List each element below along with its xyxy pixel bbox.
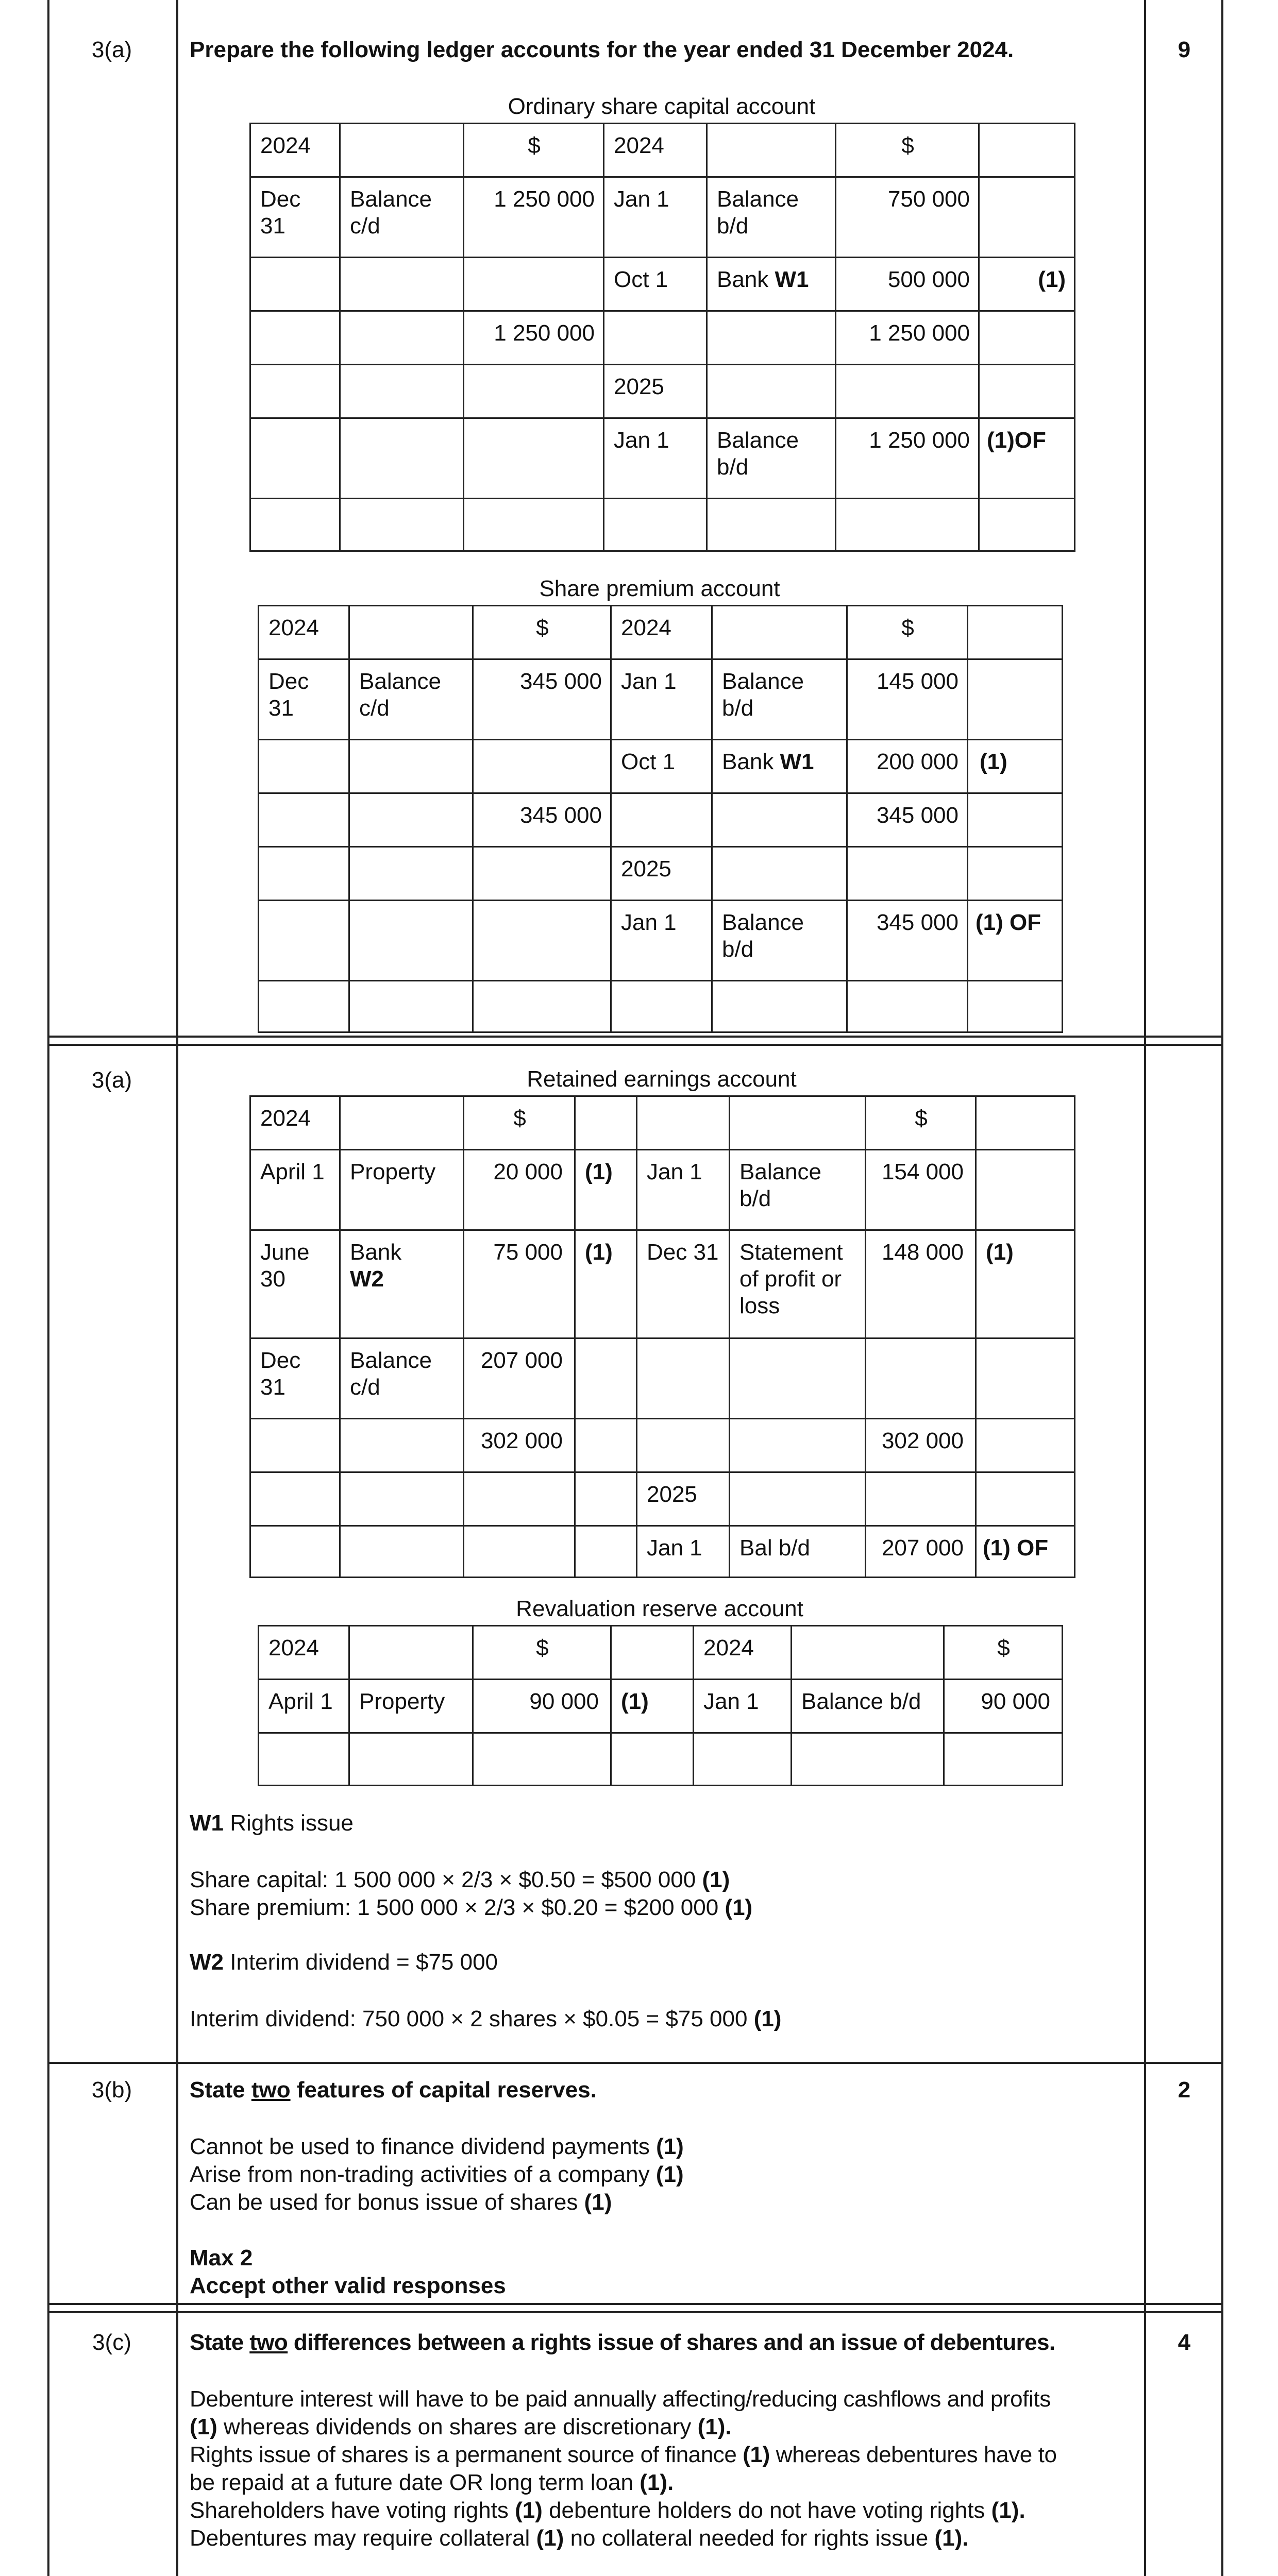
table-row — [250, 1472, 1075, 1526]
table-cell — [259, 981, 349, 1032]
table-row — [250, 1230, 1075, 1338]
table-cell — [349, 1733, 473, 1786]
table-cell: 1 250 000 — [836, 418, 979, 499]
table-cell — [473, 847, 611, 901]
table-cell: Balance b/d — [730, 1150, 866, 1230]
table-cell — [250, 311, 340, 365]
table-cell — [340, 418, 464, 499]
answer-line — [190, 2385, 1051, 2413]
table-cell — [637, 1096, 730, 1150]
table-cell: $ — [866, 1096, 976, 1150]
table-cell — [575, 1338, 637, 1419]
table-row — [259, 1733, 1063, 1786]
table-cell — [712, 606, 847, 659]
table-row — [259, 793, 1063, 847]
table-cell — [349, 606, 473, 659]
table-cell: 345 000 — [473, 659, 611, 740]
table-cell — [464, 499, 604, 551]
table-cell — [464, 365, 604, 418]
table-cell — [349, 847, 473, 901]
section-divider — [47, 2062, 1223, 2064]
working-label: W2 — [190, 1950, 224, 1975]
table-cell — [340, 365, 464, 418]
table-cell: 2025 — [611, 847, 712, 901]
question-number: 3(b) — [91, 2077, 132, 2103]
table-row — [250, 177, 1075, 258]
answer-text: Debenture interest will have to be paid annually affecting/reducing cashflows and profits — [190, 2386, 1051, 2412]
answer-line — [190, 2133, 684, 2161]
table-cell — [349, 793, 473, 847]
table-cell — [968, 981, 1063, 1032]
working-label: W1 — [190, 1810, 224, 1836]
working-2-heading — [190, 1948, 498, 1976]
mark-text: (1) — [753, 2006, 782, 2031]
answer-text: debenture holders do not have voting rights — [549, 2498, 985, 2523]
table-cell: 2024 — [259, 1626, 349, 1680]
table-cell: Jan 1 — [637, 1150, 730, 1230]
table-row — [250, 311, 1075, 365]
answer-text: Rights issue of shares is a permanent source of finance — [190, 2442, 737, 2467]
table-cell — [944, 1733, 1063, 1786]
table-cell — [611, 793, 712, 847]
table-cell — [836, 365, 979, 418]
answer-line — [190, 2413, 732, 2441]
ordinary-share-capital-title: Ordinary share capital account — [508, 94, 816, 119]
table-row — [250, 499, 1075, 551]
question-number: 3(a) — [91, 37, 132, 62]
table-cell: Oct 1 — [604, 258, 707, 311]
table-cell: Dec 31 — [250, 177, 340, 258]
table-row — [250, 1150, 1075, 1230]
table-cell — [259, 793, 349, 847]
mark-text: (1) — [656, 2134, 684, 2159]
table-cell: Balance b/d — [792, 1680, 944, 1733]
answer-line — [190, 2441, 1057, 2469]
table-cell — [340, 1526, 464, 1578]
mark-text: (1) — [584, 2190, 612, 2215]
mark-cell: (1) — [575, 1230, 637, 1338]
working-text: Interim dividend: 750 000 × 2 shares × $0.05 = $75 000 — [190, 2006, 748, 2031]
table-row — [250, 1419, 1075, 1472]
heading-text: features of capital reserves. — [296, 2077, 597, 2103]
table-cell: Jan 1 — [694, 1680, 792, 1733]
table-cell — [349, 740, 473, 793]
mark-cell: (1) — [976, 1230, 1075, 1338]
marks-column-divider — [1144, 0, 1146, 2576]
table-cell: 2024 — [250, 124, 340, 177]
table-cell: $ — [464, 124, 604, 177]
mark-cell: (1) — [979, 258, 1075, 311]
table-cell — [575, 1419, 637, 1472]
table-row — [250, 418, 1075, 499]
table-row — [250, 124, 1075, 177]
table-cell: 750 000 — [836, 177, 979, 258]
table-cell: 2025 — [637, 1472, 730, 1526]
table-cell — [968, 793, 1063, 847]
table-cell: $ — [847, 606, 968, 659]
table-row — [259, 981, 1063, 1032]
table-cell: Property — [340, 1150, 464, 1230]
table-cell — [637, 1419, 730, 1472]
retained-earnings-title: Retained earnings account — [527, 1066, 797, 1092]
working-1-line — [190, 1894, 752, 1922]
answer-line — [190, 2189, 612, 2216]
table-cell — [637, 1338, 730, 1419]
table-cell — [968, 847, 1063, 901]
table-cell — [259, 847, 349, 901]
table-cell: Jan 1 — [611, 901, 712, 981]
answer-text: Debentures may require collateral — [190, 2526, 530, 2551]
table-row — [250, 365, 1075, 418]
table-cell — [712, 793, 847, 847]
working-title: Interim dividend = $75 000 — [230, 1950, 498, 1975]
mark-text: (1) — [515, 2498, 543, 2523]
table-row — [259, 659, 1063, 740]
table-row — [259, 606, 1063, 659]
table-cell — [250, 1472, 340, 1526]
working-text: Share capital: 1 500 000 × 2/3 × $0.50 = $500 000 — [190, 1867, 696, 1892]
table-cell — [836, 499, 979, 551]
detail-text: Bank — [722, 749, 774, 774]
table-cell: $ — [836, 124, 979, 177]
table-cell — [712, 847, 847, 901]
detail-text: Bank — [350, 1240, 402, 1265]
table-cell — [976, 1150, 1075, 1230]
table-cell: 2024 — [611, 606, 712, 659]
answer-text: Shareholders have voting rights — [190, 2498, 509, 2523]
table-cell — [340, 311, 464, 365]
table-cell: 90 000 — [473, 1680, 611, 1733]
table-cell — [259, 901, 349, 981]
section-divider — [47, 2303, 1223, 2305]
heading-emphasis: two — [251, 2077, 291, 2103]
mark-text: (1). — [991, 2498, 1025, 2523]
table-cell — [349, 981, 473, 1032]
table-cell: 200 000 — [847, 740, 968, 793]
table-cell: Jan 1 — [611, 659, 712, 740]
table-cell — [611, 1733, 694, 1786]
table-cell — [979, 177, 1075, 258]
table-cell — [730, 1096, 866, 1150]
table-cell: 345 000 — [847, 793, 968, 847]
table-cell: Balance c/d — [340, 177, 464, 258]
table-cell — [473, 981, 611, 1032]
table-cell — [250, 258, 340, 311]
mark-text: (1). — [640, 2470, 674, 2495]
mark-cell: (1) — [611, 1680, 694, 1733]
table-cell — [259, 1733, 349, 1786]
table-cell — [968, 659, 1063, 740]
table-cell — [792, 1733, 944, 1786]
table-cell: Balance c/d — [349, 659, 473, 740]
table-cell: 500 000 — [836, 258, 979, 311]
table-cell — [473, 901, 611, 981]
table-row — [250, 258, 1075, 311]
table-cell — [707, 365, 836, 418]
question-heading — [190, 2076, 597, 2104]
table-cell — [340, 1419, 464, 1472]
answer-line — [190, 2161, 684, 2189]
table-cell — [979, 124, 1075, 177]
table-cell — [866, 1338, 976, 1419]
mark-cell: (1)OF — [979, 418, 1075, 499]
section-divider — [47, 2311, 1223, 2313]
accept-note: Accept other valid responses — [190, 2273, 506, 2298]
table-cell: Statement of profit or loss — [730, 1230, 866, 1338]
table-cell — [340, 1096, 464, 1150]
table-cell: 90 000 — [944, 1680, 1063, 1733]
question-column-divider — [176, 0, 178, 2576]
working-text: Share premium: 1 500 000 × 2/3 × $0.20 = $200 000 — [190, 1895, 719, 1920]
mark-cell: (1) OF — [976, 1526, 1075, 1578]
table-cell: $ — [464, 1096, 575, 1150]
table-cell — [604, 311, 707, 365]
table-cell — [464, 418, 604, 499]
table-cell — [250, 499, 340, 551]
heading-emphasis: two — [249, 2330, 288, 2355]
answer-line — [190, 2524, 968, 2552]
mark-text: (1) — [190, 2414, 217, 2439]
table-cell: Jan 1 — [604, 418, 707, 499]
mark-cell: (1) — [575, 1150, 637, 1230]
revaluation-reserve-ledger — [258, 1625, 1063, 1786]
max-marks-note: Max 2 — [190, 2245, 253, 2270]
table-row — [259, 901, 1063, 981]
table-cell — [694, 1733, 792, 1786]
mark-text: (1). — [697, 2414, 732, 2439]
table-cell: 2024 — [604, 124, 707, 177]
table-cell — [712, 981, 847, 1032]
table-cell: 207 000 — [866, 1526, 976, 1578]
table-cell: June 30 — [250, 1230, 340, 1338]
table-cell: Balance b/d — [712, 901, 847, 981]
working-reference: W1 — [780, 749, 814, 774]
table-cell — [575, 1472, 637, 1526]
answer-text: Arise from non-trading activities of a company — [190, 2162, 650, 2187]
mark-cell: (1) — [968, 740, 1063, 793]
answer-text: whereas dividends on shares are discretionary — [224, 2414, 692, 2439]
table-cell: Jan 1 — [604, 177, 707, 258]
section-divider — [47, 1036, 1223, 1038]
table-cell — [707, 311, 836, 365]
table-row — [259, 1680, 1063, 1733]
table-cell: $ — [473, 1626, 611, 1680]
table-cell — [707, 258, 836, 311]
table-cell — [707, 499, 836, 551]
table-cell — [575, 1526, 637, 1578]
table-cell: 2024 — [694, 1626, 792, 1680]
table-cell: Dec 31 — [259, 659, 349, 740]
table-cell: 345 000 — [473, 793, 611, 847]
table-cell — [979, 365, 1075, 418]
table-cell: Oct 1 — [611, 740, 712, 793]
table-cell — [349, 1626, 473, 1680]
answer-line — [190, 2497, 1025, 2524]
heading-text: State — [190, 2330, 244, 2355]
question-number: 3(c) — [92, 2330, 131, 2355]
table-cell — [340, 124, 464, 177]
table-row — [259, 1626, 1063, 1680]
table-cell — [611, 1626, 694, 1680]
heading-text: differences between a rights issue of shares and an issue of debentures. — [293, 2330, 1055, 2355]
table-cell: 20 000 — [464, 1150, 575, 1230]
table-row — [259, 740, 1063, 793]
working-title: Rights issue — [230, 1810, 354, 1836]
question-number: 3(a) — [91, 1067, 132, 1093]
answer-text: Can be used for bonus issue of shares — [190, 2190, 578, 2215]
table-cell — [792, 1626, 944, 1680]
table-cell — [349, 901, 473, 981]
answer-line — [190, 2469, 674, 2497]
table-cell: Property — [349, 1680, 473, 1733]
table-cell — [250, 365, 340, 418]
table-row — [250, 1526, 1075, 1578]
table-cell: 145 000 — [847, 659, 968, 740]
mark-text: (1) — [536, 2526, 564, 2551]
working-reference: W2 — [350, 1266, 384, 1292]
marks-total: 4 — [1178, 2330, 1191, 2355]
table-cell — [976, 1338, 1075, 1419]
table-cell — [464, 1472, 575, 1526]
table-cell — [847, 981, 968, 1032]
table-cell — [611, 981, 712, 1032]
table-cell: April 1 — [259, 1680, 349, 1733]
table-cell — [847, 847, 968, 901]
table-cell: 2024 — [250, 1096, 340, 1150]
share-premium-ledger — [258, 605, 1063, 1033]
table-cell: Balance c/d — [340, 1338, 464, 1419]
table-cell: 1 250 000 — [836, 311, 979, 365]
working-2-line — [190, 2005, 781, 2033]
detail-text: Bank — [717, 267, 769, 292]
working-1-line — [190, 1866, 730, 1894]
table-cell — [340, 499, 464, 551]
table-cell — [464, 1526, 575, 1578]
table-cell: 1 250 000 — [464, 177, 604, 258]
working-1-heading — [190, 1809, 354, 1837]
table-cell — [730, 1338, 866, 1419]
table-cell: 207 000 — [464, 1338, 575, 1419]
marks-total: 9 — [1178, 37, 1191, 62]
table-cell: April 1 — [250, 1150, 340, 1230]
table-cell — [730, 1419, 866, 1472]
mark-text: (1) — [655, 2162, 684, 2187]
table-cell — [707, 124, 836, 177]
table-cell — [968, 606, 1063, 659]
mark-text: (1) — [702, 1867, 730, 1892]
table-cell: 302 000 — [464, 1419, 575, 1472]
table-cell — [340, 258, 464, 311]
table-cell — [866, 1472, 976, 1526]
heading-text: State — [190, 2077, 245, 2103]
table-cell: Dec 31 — [250, 1338, 340, 1419]
table-cell: Balance b/d — [707, 177, 836, 258]
table-cell: $ — [473, 606, 611, 659]
table-cell — [259, 740, 349, 793]
table-cell — [473, 1733, 611, 1786]
table-cell — [976, 1472, 1075, 1526]
table-row — [259, 847, 1063, 901]
table-cell — [250, 418, 340, 499]
table-cell: $ — [944, 1626, 1063, 1680]
table-cell: 154 000 — [866, 1150, 976, 1230]
table-cell: 148 000 — [866, 1230, 976, 1338]
left-border — [47, 0, 49, 2576]
table-cell — [976, 1096, 1075, 1150]
table-row — [250, 1096, 1075, 1150]
table-cell — [340, 1230, 464, 1338]
table-cell — [473, 740, 611, 793]
answer-text: no collateral needed for rights issue — [570, 2526, 929, 2551]
mark-text: (1). — [934, 2526, 969, 2551]
table-cell — [575, 1096, 637, 1150]
table-cell: 2025 — [604, 365, 707, 418]
table-cell: 75 000 — [464, 1230, 575, 1338]
table-cell — [464, 258, 604, 311]
mark-cell: (1) OF — [968, 901, 1063, 981]
table-cell — [340, 1472, 464, 1526]
ordinary-share-capital-ledger — [249, 123, 1075, 552]
mark-text: (1) — [725, 1895, 753, 1920]
question-heading — [190, 2329, 1055, 2357]
marks-total: 2 — [1178, 2077, 1191, 2103]
table-cell — [979, 499, 1075, 551]
table-cell: Balance b/d — [707, 418, 836, 499]
mark-text: (1) — [743, 2442, 770, 2467]
table-cell — [250, 1419, 340, 1472]
answer-text: Cannot be used to finance dividend payments — [190, 2134, 650, 2159]
question-heading: Prepare the following ledger accounts for the year ended 31 December 2024. — [190, 37, 1014, 62]
table-cell — [250, 1526, 340, 1578]
table-cell: Jan 1 — [637, 1526, 730, 1578]
table-cell: Dec 31 — [637, 1230, 730, 1338]
table-cell: 2024 — [259, 606, 349, 659]
answer-text: be repaid at a future date OR long term loan — [190, 2470, 633, 2495]
table-cell — [976, 1419, 1075, 1472]
table-cell — [979, 311, 1075, 365]
answer-text: whereas debentures have to — [776, 2442, 1057, 2467]
table-row — [250, 1338, 1075, 1419]
table-cell: 1 250 000 — [464, 311, 604, 365]
table-cell — [730, 1472, 866, 1526]
table-cell — [604, 499, 707, 551]
working-reference: W1 — [775, 267, 809, 292]
table-cell: 302 000 — [866, 1419, 976, 1472]
right-border — [1221, 0, 1223, 2576]
table-cell: Bal b/d — [730, 1526, 866, 1578]
table-cell: Balance b/d — [712, 659, 847, 740]
retained-earnings-ledger — [249, 1095, 1075, 1578]
table-cell — [712, 740, 847, 793]
section-divider — [47, 1044, 1223, 1046]
table-cell: 345 000 — [847, 901, 968, 981]
revaluation-reserve-title: Revaluation reserve account — [516, 1596, 803, 1621]
share-premium-title: Share premium account — [539, 576, 780, 601]
